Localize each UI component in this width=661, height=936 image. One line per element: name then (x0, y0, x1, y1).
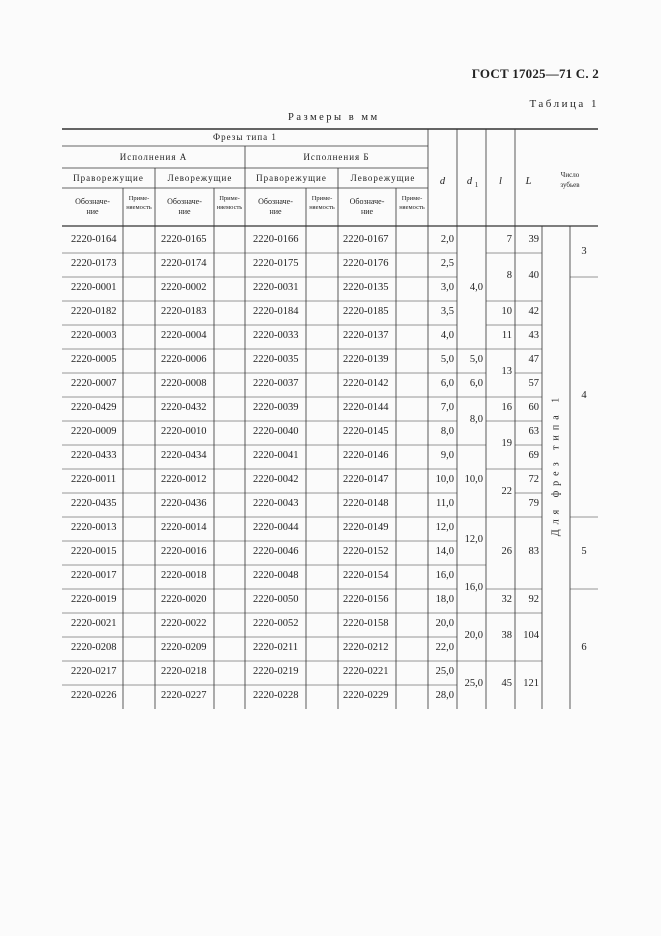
header-applicability: Приме- няемость (216, 195, 243, 211)
designation-a-right: 2220-0001 (71, 282, 117, 293)
designation-b-left: 2220-0142 (343, 378, 389, 389)
designation-b-right: 2220-0228 (253, 690, 299, 701)
value-d1: 8,0 (469, 414, 483, 425)
header-exec-a: Исполнения А (119, 152, 188, 162)
designation-b-left: 2220-0154 (343, 570, 389, 581)
designation-a-left: 2220-0006 (161, 354, 207, 365)
value-d1: 5,0 (469, 354, 483, 365)
header-left-cut-a: Леворежущие (167, 173, 233, 183)
value-l: 45 (501, 678, 512, 689)
dimensions-caption: Размеры в мм (288, 112, 380, 123)
header-applicability: Приме- няемость (309, 195, 335, 211)
value-L: 63 (528, 426, 539, 437)
header-designation: Обозначе- ние (258, 197, 293, 216)
value-d: 2,5 (440, 258, 454, 269)
designation-a-left: 2220-0209 (161, 642, 207, 653)
header-l: l (499, 176, 502, 187)
designation-b-left: 2220-0148 (343, 498, 389, 509)
designation-a-left: 2220-0010 (161, 426, 207, 437)
value-d: 4,0 (440, 330, 454, 341)
designation-b-left: 2220-0229 (343, 690, 389, 701)
value-L: 40 (528, 270, 539, 281)
header-d1: d (466, 176, 473, 187)
designation-b-left: 2220-0221 (343, 666, 389, 677)
designation-a-left: 2220-0183 (161, 306, 207, 317)
value-l: 16 (501, 402, 512, 413)
value-d: 18,0 (435, 594, 454, 605)
value-l: 19 (501, 438, 512, 449)
designation-a-left: 2220-0014 (161, 522, 207, 533)
value-d: 25,0 (435, 666, 454, 677)
designation-b-left: 2220-0152 (343, 546, 389, 557)
value-d: 5,0 (440, 354, 454, 365)
designation-a-left: 2220-0012 (161, 474, 207, 485)
designation-b-right: 2220-0052 (253, 618, 299, 629)
header-d1-sub: 1 (474, 181, 479, 189)
designation-a-right: 2220-0208 (71, 642, 117, 653)
designation-a-left: 2220-0002 (161, 282, 207, 293)
value-L: 92 (528, 594, 539, 605)
value-d1: 6,0 (469, 378, 483, 389)
value-L: 57 (528, 378, 539, 389)
value-d: 6,0 (440, 378, 454, 389)
header-L: L (525, 176, 532, 187)
designation-a-left: 2220-0436 (161, 498, 207, 509)
designation-b-left: 2220-0185 (343, 306, 389, 317)
designation-b-left: 2220-0176 (343, 258, 389, 269)
designation-a-right: 2220-0011 (71, 474, 117, 485)
value-L: 79 (528, 498, 539, 509)
designation-b-right: 2220-0044 (253, 522, 299, 533)
designation-b-left: 2220-0146 (343, 450, 389, 461)
value-d: 12,0 (435, 522, 454, 533)
value-d: 8,0 (440, 426, 454, 437)
value-d1: 4,0 (469, 282, 483, 293)
designation-a-right: 2220-0182 (71, 306, 117, 317)
designation-a-left: 2220-0174 (161, 258, 207, 269)
header-left-cut-b: Леворежущие (350, 173, 416, 183)
value-l: 13 (501, 366, 512, 377)
designation-b-right: 2220-0175 (253, 258, 299, 269)
designation-a-right: 2220-0005 (71, 354, 117, 365)
value-d: 16,0 (435, 570, 454, 581)
designation-b-left: 2220-0145 (343, 426, 389, 437)
vertical-label: Для фрез типа 1 (550, 392, 562, 537)
designation-b-right: 2220-0166 (253, 234, 299, 245)
designation-b-right: 2220-0042 (253, 474, 299, 485)
value-d: 10,0 (435, 474, 454, 485)
value-d1: 12,0 (464, 534, 483, 545)
value-L: 42 (528, 306, 539, 317)
value-L: 60 (528, 402, 539, 413)
value-L: 121 (523, 678, 539, 689)
designation-b-right: 2220-0048 (253, 570, 299, 581)
value-d: 2,0 (440, 234, 454, 245)
designation-a-right: 2220-0217 (71, 666, 117, 677)
designation-b-right: 2220-0046 (253, 546, 299, 557)
designation-b-right: 2220-0219 (253, 666, 299, 677)
value-L: 104 (523, 630, 539, 641)
designation-b-right: 2220-0211 (253, 642, 299, 653)
value-L: 39 (528, 234, 539, 245)
designation-b-right: 2220-0043 (253, 498, 299, 509)
designation-b-right: 2220-0041 (253, 450, 299, 461)
value-teeth: 6 (581, 642, 587, 653)
value-d: 11,0 (436, 498, 454, 509)
designation-a-left: 2220-0004 (161, 330, 207, 341)
designation-b-left: 2220-0212 (343, 642, 389, 653)
designation-a-left: 2220-0008 (161, 378, 207, 389)
designation-a-right: 2220-0017 (71, 570, 117, 581)
value-L: 43 (528, 330, 539, 341)
designation-a-right: 2220-0021 (71, 618, 117, 629)
designation-a-right: 2220-0164 (71, 234, 117, 245)
designation-a-left: 2220-0020 (161, 594, 207, 605)
designation-a-right: 2220-0015 (71, 546, 117, 557)
designation-b-left: 2220-0144 (343, 402, 389, 413)
value-d: 22,0 (435, 642, 454, 653)
designation-a-right: 2220-0009 (71, 426, 117, 437)
value-l: 26 (501, 546, 512, 557)
header-designation: Обозначе- ние (349, 197, 385, 216)
designation-b-left: 2220-0156 (343, 594, 389, 605)
header-right-cut-b: Праворежущие (256, 173, 327, 183)
designation-b-left: 2220-0149 (343, 522, 389, 533)
header-designation: Обозначе- ние (167, 197, 202, 216)
designation-b-right: 2220-0035 (253, 354, 299, 365)
table-label: Таблица 1 (529, 98, 599, 110)
designation-a-right: 2220-0003 (71, 330, 117, 341)
value-d1: 10,0 (464, 474, 483, 485)
designation-b-left: 2220-0139 (343, 354, 389, 365)
designation-b-right: 2220-0050 (253, 594, 299, 605)
designation-a-right: 2220-0013 (71, 522, 117, 533)
value-L: 83 (528, 546, 539, 557)
value-d: 20,0 (435, 618, 454, 629)
value-d: 3,5 (440, 306, 454, 317)
value-L: 69 (528, 450, 539, 461)
value-l: 7 (506, 234, 512, 245)
value-d: 3,0 (440, 282, 454, 293)
designation-a-right: 2220-0226 (71, 690, 117, 701)
value-l: 38 (501, 630, 512, 641)
value-d1: 16,0 (464, 582, 483, 593)
header-applicability: Приме- няемость (126, 195, 152, 211)
designation-a-left: 2220-0165 (161, 234, 207, 245)
value-d: 14,0 (435, 546, 454, 557)
designation-a-right: 2220-0429 (71, 402, 117, 413)
designation-a-left: 2220-0432 (161, 402, 207, 413)
designation-b-left: 2220-0137 (343, 330, 389, 341)
designation-a-left: 2220-0218 (161, 666, 207, 677)
designation-a-left: 2220-0227 (161, 690, 207, 701)
designation-a-left: 2220-0434 (161, 450, 207, 461)
designation-b-right: 2220-0039 (253, 402, 299, 413)
designation-a-left: 2220-0018 (161, 570, 207, 581)
designation-b-right: 2220-0040 (253, 426, 299, 437)
header-teeth: Число зубьев (560, 171, 580, 189)
value-L: 47 (528, 354, 539, 365)
value-teeth: 3 (581, 246, 587, 257)
value-L: 72 (528, 474, 539, 485)
designation-b-left: 2220-0158 (343, 618, 389, 629)
designation-b-right: 2220-0184 (253, 306, 299, 317)
designation-a-left: 2220-0022 (161, 618, 207, 629)
value-d: 9,0 (440, 450, 454, 461)
designation-a-right: 2220-0173 (71, 258, 117, 269)
header-designation: Обозначе- ние (75, 197, 110, 216)
designation-b-left: 2220-0167 (343, 234, 389, 245)
header-exec-b: Исполнения Б (303, 152, 370, 162)
designation-a-right: 2220-0019 (71, 594, 117, 605)
value-d1: 25,0 (464, 678, 483, 689)
value-l: 11 (501, 330, 512, 341)
value-teeth: 4 (581, 390, 587, 401)
designation-b-right: 2220-0033 (253, 330, 299, 341)
designation-a-left: 2220-0016 (161, 546, 207, 557)
header-applicability: Приме- няемость (399, 195, 425, 211)
value-d: 28,0 (435, 690, 454, 701)
designation-b-left: 2220-0135 (343, 282, 389, 293)
value-l: 10 (501, 306, 512, 317)
designation-b-right: 2220-0031 (253, 282, 299, 293)
designation-b-left: 2220-0147 (343, 474, 389, 485)
header-d: d (439, 176, 446, 187)
value-l: 8 (506, 270, 512, 281)
value-d: 7,0 (440, 402, 454, 413)
designation-a-right: 2220-0435 (71, 498, 117, 509)
value-l: 32 (501, 594, 512, 605)
value-teeth: 5 (581, 546, 587, 557)
designation-a-right: 2220-0007 (71, 378, 117, 389)
header-right-cut-a: Праворежущие (73, 173, 144, 183)
document-header: ГОСТ 17025—71 С. 2 (471, 66, 599, 81)
header-type1: Фрезы типа 1 (213, 132, 277, 142)
designation-b-right: 2220-0037 (253, 378, 299, 389)
designation-a-right: 2220-0433 (71, 450, 117, 461)
value-d1: 20,0 (464, 630, 483, 641)
value-l: 22 (501, 486, 512, 497)
